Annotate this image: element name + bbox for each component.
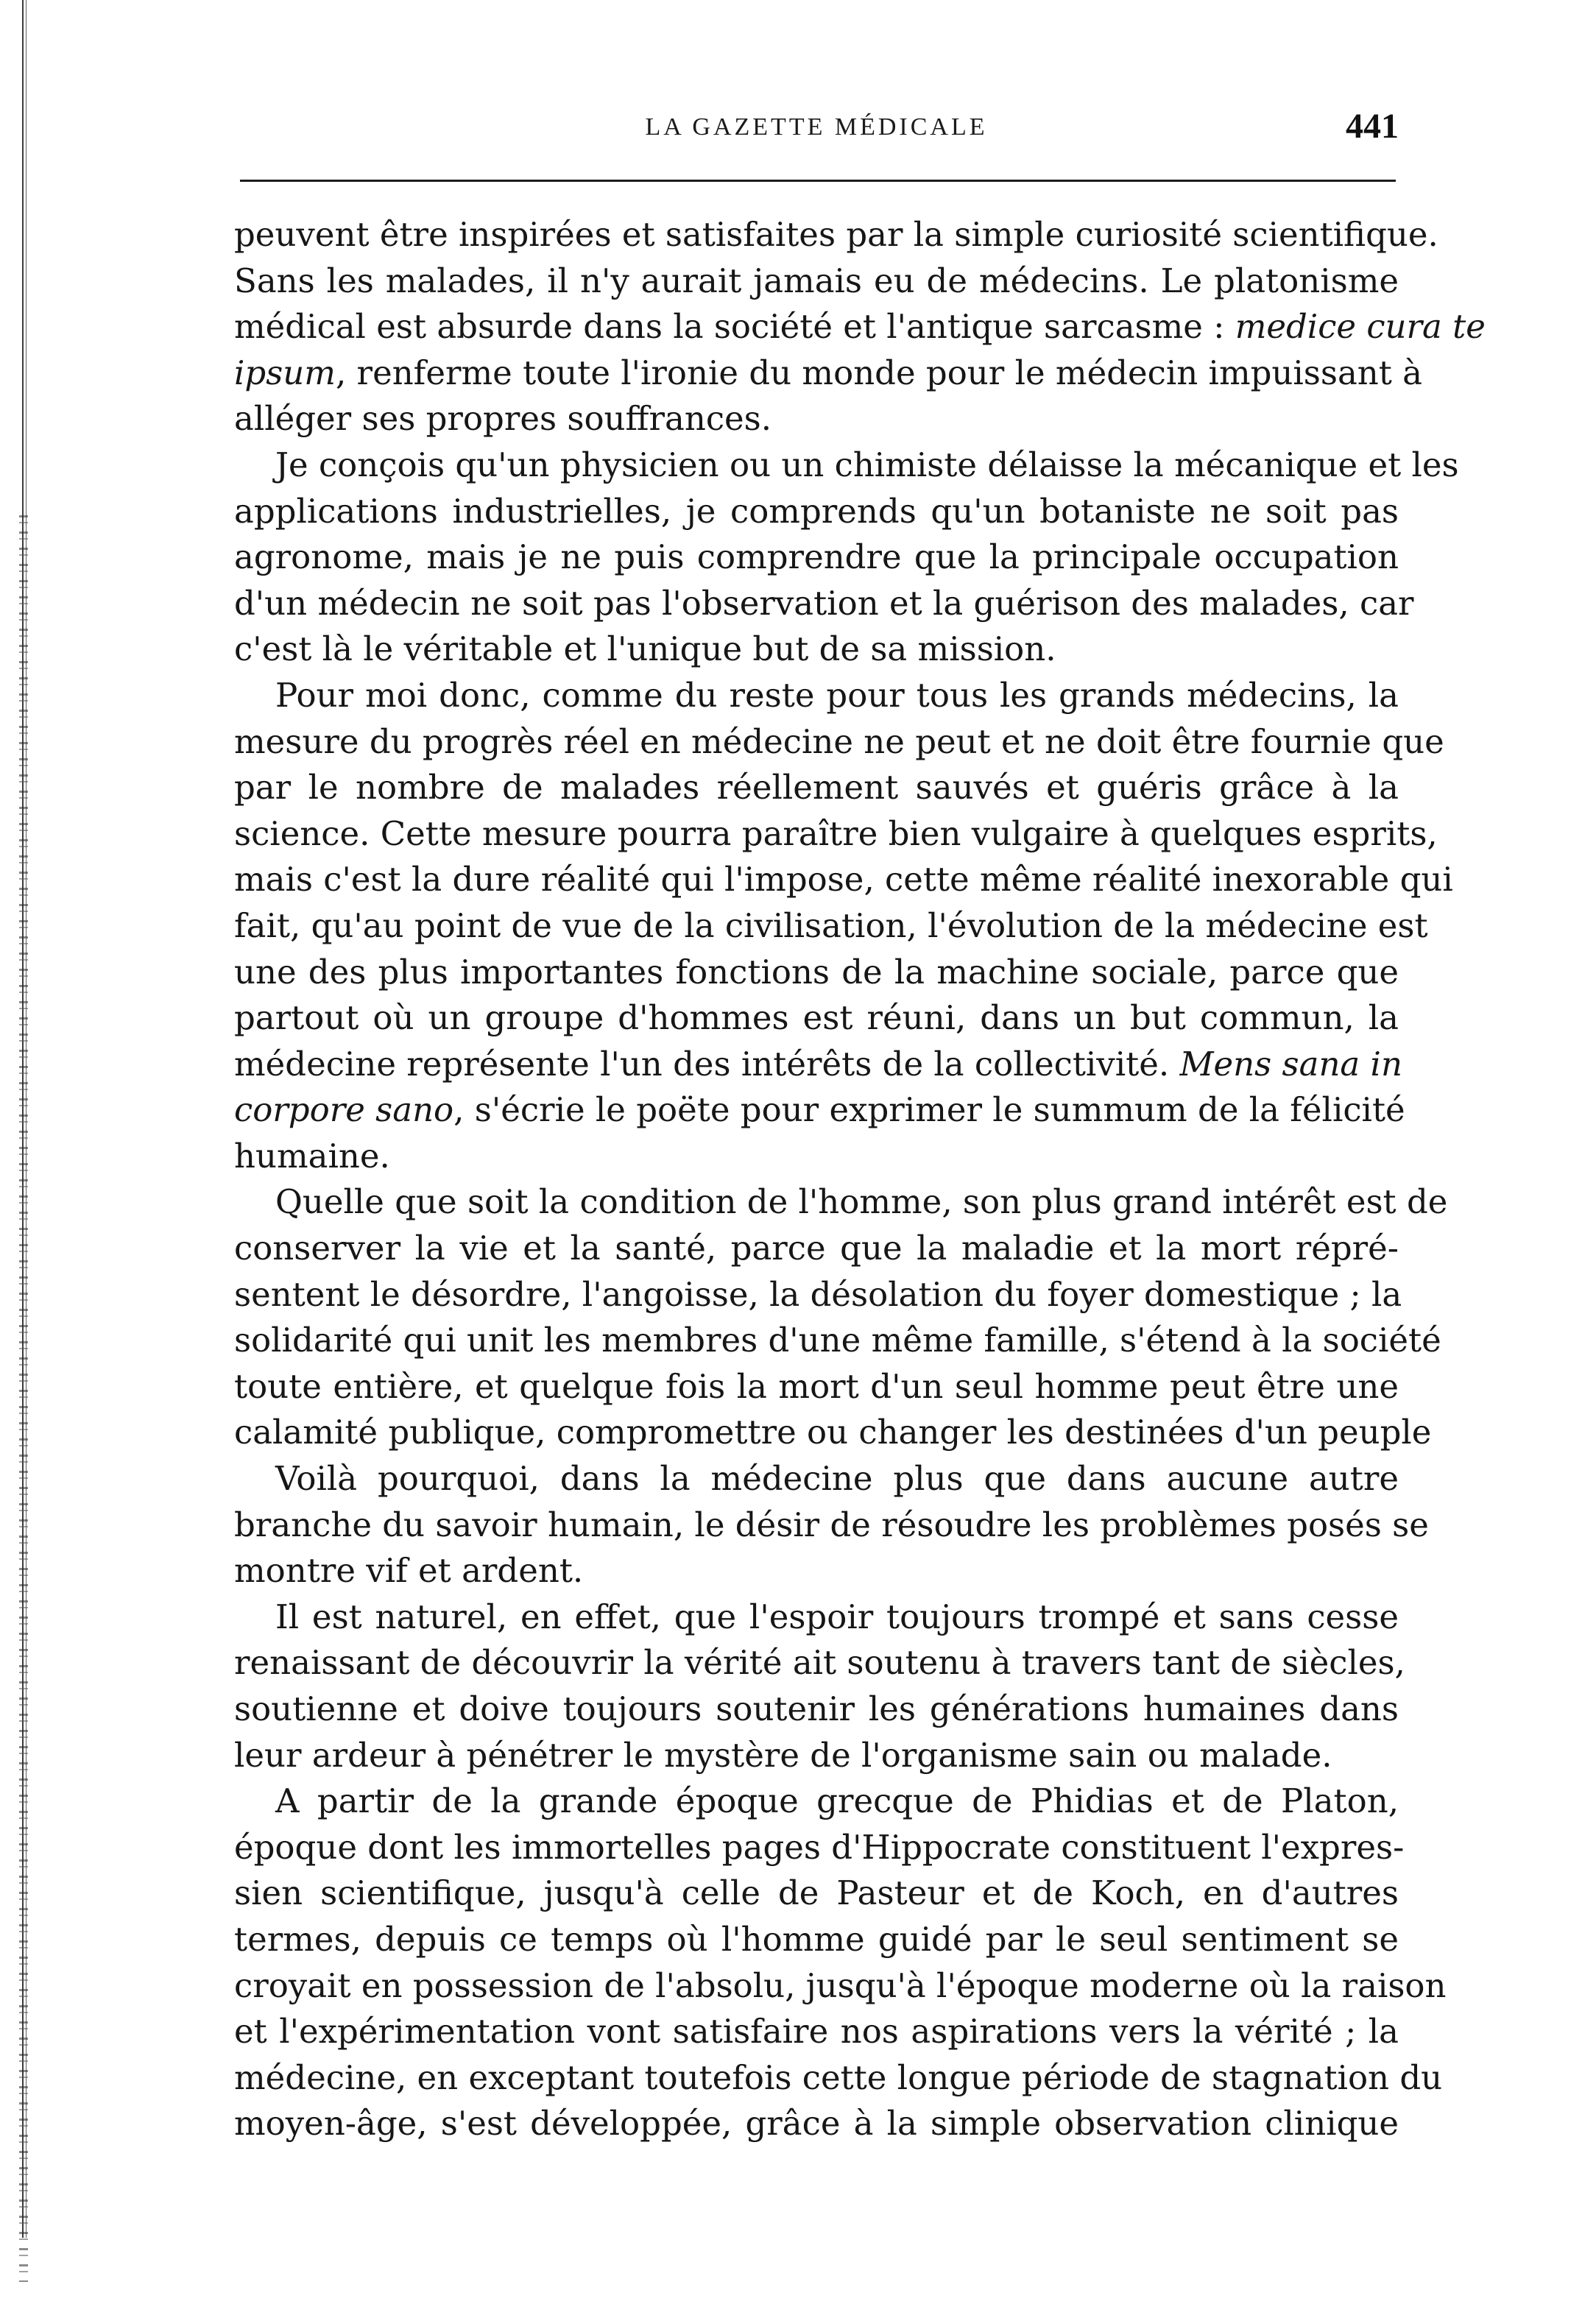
text-line [234,1410,1432,1456]
latin-phrase: corpore sano [234,1090,454,1130]
text-line [234,1087,1405,1134]
text-line [234,1825,1405,1871]
text-segment: A partir de la grande époque grecque de Phidias et de Platon, [275,1781,1399,1821]
text-line [234,2009,1399,2055]
text-line [234,1733,1399,1779]
text-line [234,1226,1399,1272]
text-segment: par le nombre de malades réellement sauvés et guéris grâce à la [234,768,1399,808]
text-line [234,1456,1399,1502]
text-segment: montre vif et ardent. [234,1551,584,1591]
text-line [234,1364,1399,1410]
text-line [234,1548,1399,1594]
text-line [234,581,1414,627]
text-segment: leur ardeur à pénétrer le mystère de l'organisme sain ou malade. [234,1735,1332,1775]
latin-phrase: Mens sana in [1179,1044,1402,1084]
text-line [234,950,1399,996]
text-segment: partout où un groupe d'hommes est réuni, dans un but commun, la [234,998,1399,1038]
text-line [234,1963,1447,2010]
text-segment: médecine, en exceptant toutefois cette longue période de stagnation du [234,2057,1443,2097]
text-segment: branche du savoir humain, le désir de résoudre les problèmes posés se [234,1505,1429,1544]
text-segment: applications industrielles, je comprends qu'un botaniste ne soit pas [234,491,1399,531]
text-segment: calamité publique, compromettre ou changer les destinées d'un peuple [234,1413,1432,1452]
text-line [234,1594,1399,1641]
text-line [234,1917,1399,1963]
text-line [234,1502,1429,1549]
text-line [234,857,1453,903]
text-segment: agronome, mais je ne puis comprendre que la principale occupation [234,537,1399,577]
text-segment: renaissant de découvrir la vérité ait soutenu à travers tant de siècles, [234,1643,1405,1683]
text-line [234,489,1399,535]
text-segment: peuvent être inspirées et satisfaites par la simple curiosité scientifique. [234,215,1438,254]
latin-phrase: ipsum [234,353,336,392]
text-line [234,1640,1405,1686]
latin-phrase: medice cura te [1235,307,1486,347]
text-segment: moyen-âge, s'est développée, grâce à la simple observation clinique [234,2104,1399,2144]
text-segment: conserver la vie et la santé, parce que la maladie et la mort répré- [234,1229,1399,1268]
text-segment: Il est naturel, en effet, que l'espoir toujours trompé et sans cesse [275,1597,1399,1636]
text-line [234,258,1399,305]
page-binding-marks [19,515,28,2282]
text-line [234,1318,1441,1364]
text-segment: Sans les malades, il n'y aurait jamais eu de médecins. Le platonisme [234,261,1399,300]
text-line [234,1272,1402,1318]
text-line [234,1778,1399,1825]
text-line [234,626,1399,673]
text-segment: , renferme toute l'ironie du monde pour le médecin impuissant à [335,353,1423,392]
text-segment: fait, qu'au point de vue de la civilisation, l'évolution de la médecine est [234,905,1428,945]
text-segment: Pour moi donc, comme du reste pour tous les grands médecins, la [275,675,1399,715]
text-segment: sentent le désordre, l'angoisse, la désolation du foyer domestique ; la [234,1274,1402,1314]
text-segment: Je conçois qu'un physicien ou un chimiste délaisse la mécanique et les [275,445,1459,484]
text-line [234,995,1399,1042]
text-line [234,2055,1443,2102]
text-segment: médical est absurde dans la société et l'antique sarcasme : [234,307,1235,347]
running-title: LA GAZETTE MÉDICALE [645,113,988,141]
text-line [234,396,1399,442]
text-segment: c'est là le véritable et l'unique but de sa mission. [234,629,1056,669]
text-segment: époque dont les immortelles pages d'Hippocrate constituent l'expres- [234,1827,1405,1867]
text-line [234,1870,1399,1917]
text-line [234,1179,1448,1226]
text-segment: soutienne et doive toujours soutenir les générations humaines dans [234,1689,1399,1728]
text-line [234,1042,1402,1088]
header-rule [240,180,1396,182]
text-line [234,534,1399,581]
running-header [234,107,1399,155]
text-segment: sien scientifique, jusqu'à celle de Pasteur et de Koch, en d'autres [234,1873,1399,1913]
text-segment: humaine. [234,1136,390,1176]
text-line [234,442,1459,489]
text-line [234,719,1444,766]
text-segment: médecine représente l'un des intérêts de la collectivité. [234,1044,1180,1084]
text-segment: toute entière, et quelque fois la mort d'un seul homme peut être une [234,1366,1399,1406]
text-segment: solidarité qui unit les membres d'une même famille, s'étend à la société [234,1321,1441,1360]
text-line [234,903,1428,950]
text-segment: science. Cette mesure pourra paraître bien vulgaire à quelques esprits, [234,813,1438,853]
text-line [234,212,1438,258]
text-line [234,1134,1399,1180]
text-segment: et l'expérimentation vont satisfaire nos aspirations vers la vérité ; la [234,2012,1399,2052]
page-number: 441 [1346,107,1399,146]
text-line [234,304,1486,350]
text-segment: une des plus importantes fonctions de la machine sociale, parce que [234,952,1399,992]
text-segment: termes, depuis ce temps où l'homme guidé par le seul sentiment se [234,1919,1399,1959]
text-segment: mesure du progrès réel en médecine ne peut et ne doit être fournie que [234,721,1444,761]
text-line [234,2101,1399,2147]
text-line [234,765,1399,811]
text-line [234,811,1438,858]
text-segment: Voilà pourquoi, dans la médecine plus que dans aucune autre [275,1459,1399,1499]
text-line [234,350,1423,397]
text-line [234,1686,1399,1733]
text-segment: croyait en possession de l'absolu, jusqu'à l'époque moderne où la raison [234,1965,1447,2005]
text-segment: , s'écrie le poëte pour exprimer le summum de la félicité [453,1090,1405,1130]
text-line [234,673,1399,719]
text-segment: d'un médecin ne soit pas l'observation et la guérison des malades, car [234,583,1414,623]
text-segment: alléger ses propres souffrances. [234,399,772,439]
body-text [234,212,1486,2147]
text-segment: Quelle que soit la condition de l'homme, son plus grand intérêt est de [275,1182,1448,1222]
text-segment: mais c'est la dure réalité qui l'impose, cette même réalité inexorable qui [234,860,1453,900]
